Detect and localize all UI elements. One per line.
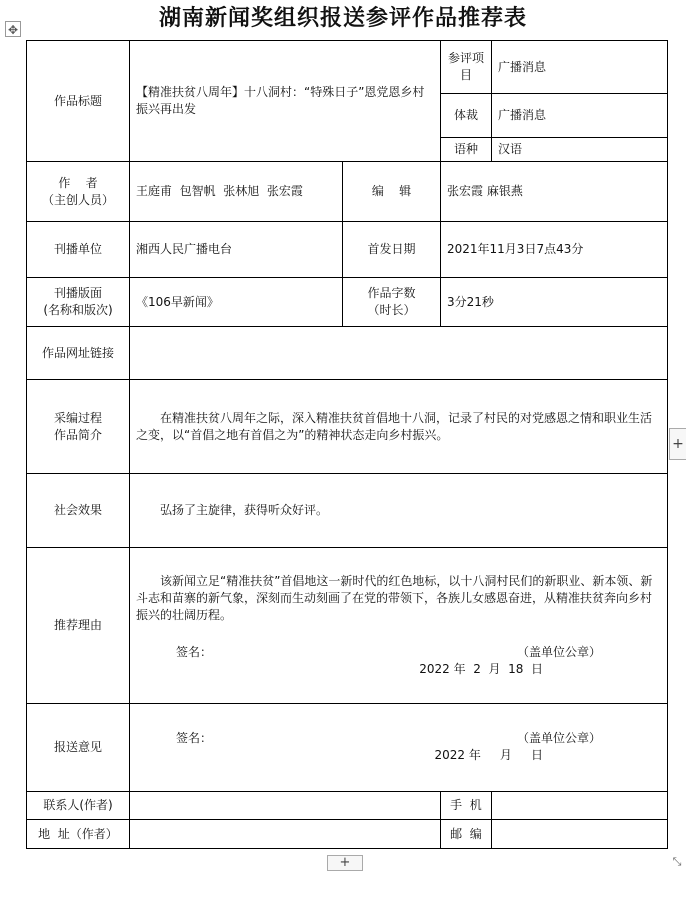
- submit-sign-label: 签名：: [176, 731, 213, 745]
- submit-cell[interactable]: [130, 704, 668, 792]
- contact-value[interactable]: [130, 792, 441, 820]
- add-column-plus-icon[interactable]: +: [669, 428, 686, 460]
- process-label-line1: 采编过程: [53, 410, 102, 425]
- effect-value[interactable]: 弘扬了主旋律，获得听众好评。: [130, 474, 668, 548]
- editor-label: 编 辑: [343, 162, 441, 222]
- edition-label: [27, 278, 130, 327]
- genre-label: 体裁: [441, 94, 492, 138]
- address-label: 地 址（作者）: [27, 820, 130, 849]
- submit-seal-note: （盖单位公章）: [516, 731, 601, 745]
- reason-cell[interactable]: [130, 548, 668, 704]
- reason-label: 推荐理由: [27, 548, 130, 704]
- submit-label: 报送意见: [27, 704, 130, 792]
- language-value[interactable]: 汉语: [492, 138, 668, 162]
- author-value[interactable]: 王庭甫 包智帆 张林旭 张宏霞: [130, 162, 343, 222]
- move-icon[interactable]: ✥: [5, 21, 21, 37]
- effect-label: 社会效果: [27, 474, 130, 548]
- author-label: [27, 162, 130, 222]
- url-value[interactable]: [130, 327, 668, 380]
- submit-signature-line: [136, 730, 661, 747]
- process-label-line2: 作品简介: [53, 427, 102, 442]
- process-label: [27, 380, 130, 474]
- add-row-plus-icon[interactable]: +: [327, 855, 363, 871]
- postcode-label: 邮 编: [441, 820, 492, 849]
- edition-label-line2: (名称和版次): [43, 303, 113, 317]
- work-title-value[interactable]: 【精准扶贫八周年】十八洞村：“特殊日子”恩党恩乡村振兴再出发: [130, 41, 441, 162]
- phone-label: 手 机: [441, 792, 492, 820]
- category-label: 参评项目: [441, 41, 492, 94]
- length-label: [343, 278, 441, 327]
- first-date-value[interactable]: 2021年11月3日7点43分: [441, 222, 668, 278]
- reason-signature-line: [136, 644, 661, 661]
- phone-value[interactable]: [492, 792, 668, 820]
- length-value[interactable]: 3分21秒: [441, 278, 668, 327]
- reason-sign-label: 签名：: [176, 645, 213, 659]
- resize-icon[interactable]: ⤡: [672, 855, 682, 868]
- category-value[interactable]: 广播消息: [492, 41, 668, 94]
- page-title: 湖南新闻奖组织报送参评作品推荐表: [158, 6, 527, 31]
- nomination-form-table: [26, 40, 668, 849]
- length-label-line1: 作品字数: [367, 286, 416, 300]
- editor-value[interactable]: 张宏霞 麻银燕: [441, 162, 668, 222]
- edition-label-line1: 刊播版面: [53, 286, 102, 300]
- contact-label: 联系人(作者): [27, 792, 130, 820]
- reason-seal-note: （盖单位公章）: [516, 645, 601, 659]
- process-value[interactable]: 在精准扶贫八周年之际，深入精准扶贫首倡地十八洞，记录了村民的对党感恩之情和职业生活之变，以“首倡之地有首倡之为”的精神状态走向乡村振兴。: [130, 380, 668, 474]
- publisher-value[interactable]: 湘西人民广播电台: [130, 222, 343, 278]
- work-title-label: 作品标题: [27, 41, 130, 162]
- reason-date: 2022 年 2 月 18 日: [419, 662, 543, 676]
- author-label-line2: （主创人员）: [41, 192, 114, 207]
- edition-value[interactable]: 《106早新闻》: [130, 278, 343, 327]
- address-value[interactable]: [130, 820, 441, 849]
- length-label-line2: （时长）: [367, 303, 416, 317]
- submit-date: 2022 年 月 日: [434, 748, 543, 762]
- genre-value[interactable]: 广播消息: [492, 94, 668, 138]
- url-label: 作品网址链接: [27, 327, 130, 380]
- postcode-value[interactable]: [492, 820, 668, 849]
- first-date-label: 首发日期: [343, 222, 441, 278]
- language-label: 语种: [441, 138, 492, 162]
- reason-value: 该新闻立足“精准扶贫”首倡地这一新时代的红色地标，以十八洞村民们的新职业、新本领、新斗志和苗寨的新气象，深刻而生动刻画了在党的带领下，各族儿女感恩奋进，从精准扶贫奔向乡村振兴的壮阔历程。: [136, 574, 653, 622]
- author-label-line1: 作 者: [58, 175, 98, 190]
- publisher-label: 刊播单位: [27, 222, 130, 278]
